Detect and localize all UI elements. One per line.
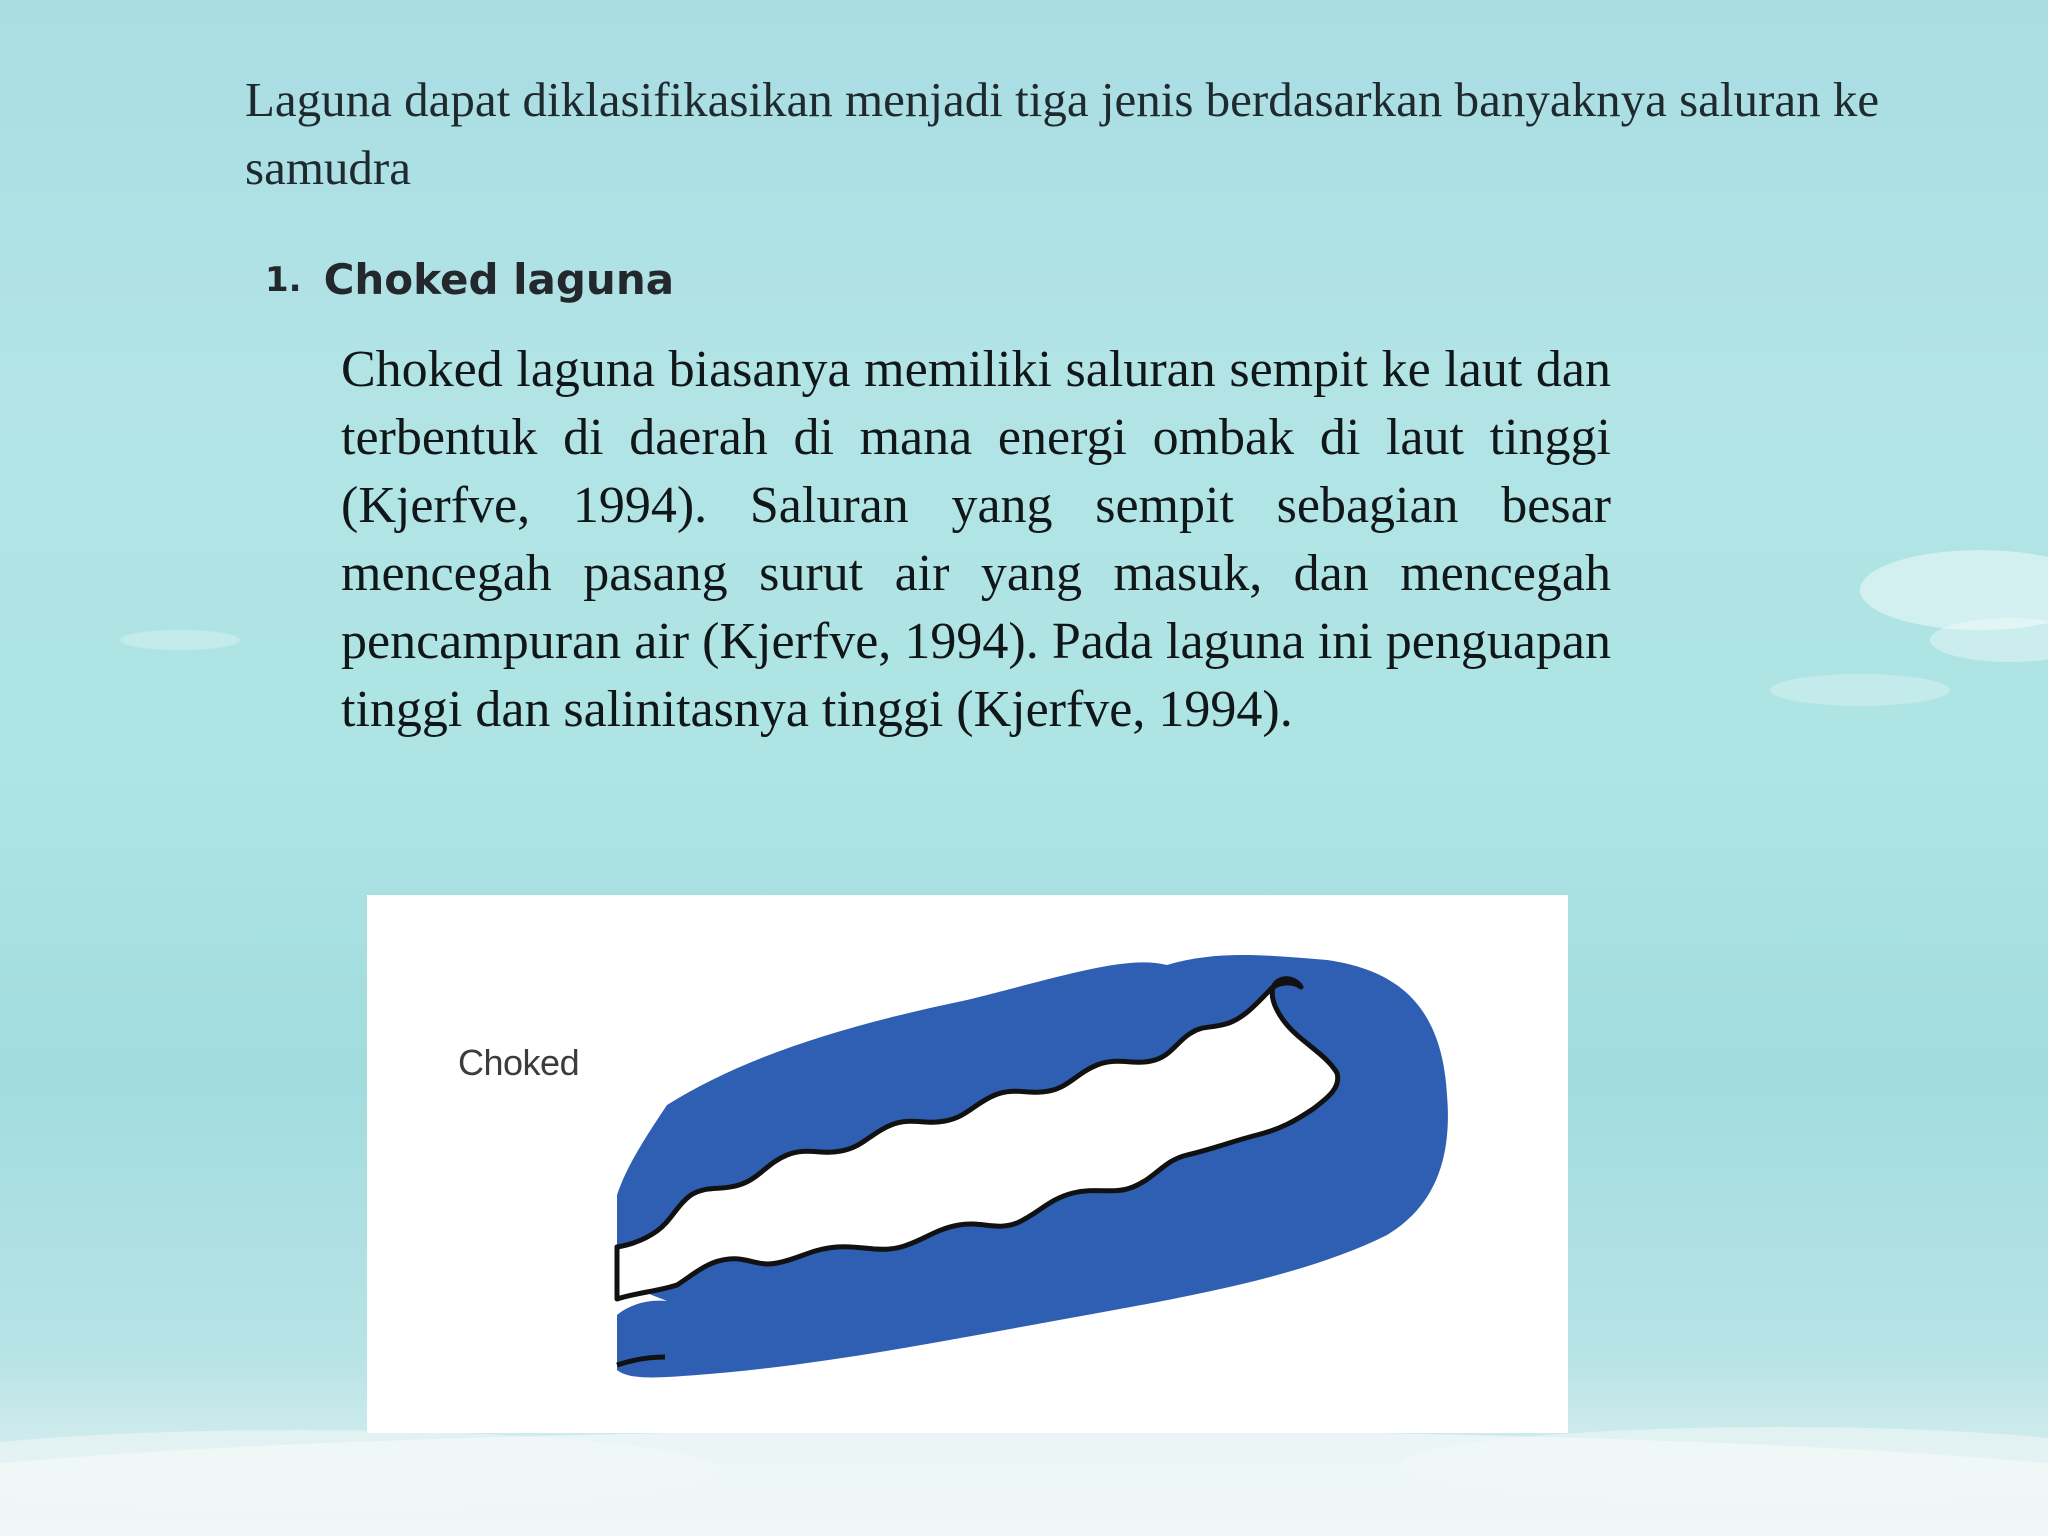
intro-text: Laguna dapat diklasifikasikan menjadi tiga jenis berdasarkan banyaknya saluran ke samudra — [245, 72, 1880, 195]
choked-lagoon-figure — [367, 895, 1568, 1433]
section-title: Choked laguna — [323, 255, 675, 304]
section-heading — [265, 250, 674, 310]
body-paragraph: Choked laguna biasanya memiliki saluran sempit ke laut dan terbentuk di daerah di mana energi ombak di laut tinggi (Kjerfve, 1994). Saluran yang sempit sebagian besar mencegah pasang surut air yang masuk, dan mencegah pencampuran air (Kjerfve, 1994). Pada laguna ini penguapan tinggi dan salinitasnya tinggi (Kjerfve, 1994). — [341, 341, 1611, 738]
section-number: 1. — [265, 260, 302, 300]
figure-label: Choked — [458, 1042, 580, 1083]
lagoon-diagram — [367, 895, 1568, 1433]
